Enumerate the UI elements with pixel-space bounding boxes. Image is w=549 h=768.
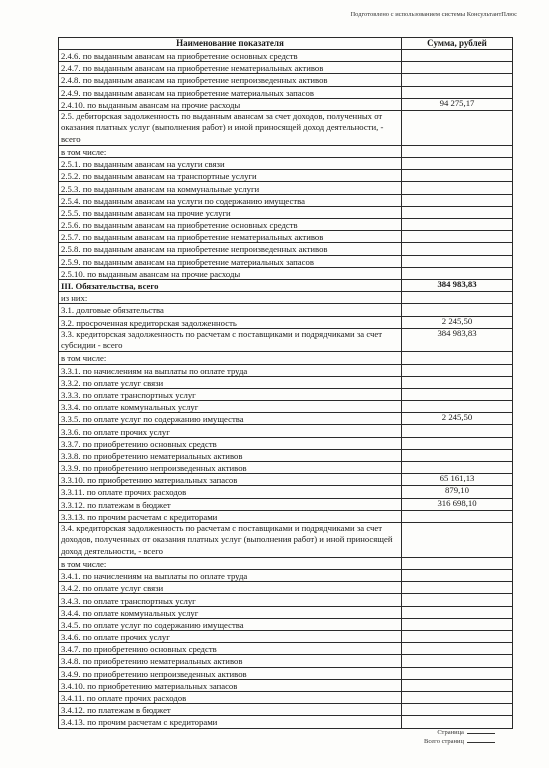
row-sum: 2 245,50: [402, 316, 513, 328]
row-sum: 94 275,17: [402, 98, 513, 110]
table-row: [59, 255, 513, 267]
table-row: [59, 425, 513, 437]
row-sum: [402, 522, 513, 557]
row-sum: [402, 582, 513, 594]
row-name: 3.4.6. по оплате прочих услуг: [59, 631, 402, 643]
row-name: 3.3.11. по оплате прочих расходов: [59, 486, 402, 498]
page-footer: [424, 728, 495, 746]
table-row: [59, 474, 513, 486]
row-sum: [402, 219, 513, 231]
row-name: 3.2. просроченная кредиторская задолженность: [59, 316, 402, 328]
row-name: 3.3.2. по оплате услуг связи: [59, 376, 402, 388]
row-sum: 384 983,83: [402, 279, 513, 291]
row-name: 3.3.7. по приобретению основных средств: [59, 437, 402, 449]
table-row: [59, 498, 513, 510]
column-header-sum: Сумма, рублей: [402, 38, 513, 50]
row-name: 3.4.5. по оплате услуг по содержанию имущества: [59, 618, 402, 630]
row-name: 3.4.10. по приобретению материальных запасов: [59, 679, 402, 691]
row-sum: [402, 206, 513, 218]
row-sum: [402, 62, 513, 74]
row-name: 2.5.1. по выданным авансам на услуги связи: [59, 158, 402, 170]
row-name: 2.5.2. по выданным авансам на транспортные услуги: [59, 170, 402, 182]
row-name: 2.5.4. по выданным авансам на услуги по содержанию имущества: [59, 194, 402, 206]
table-row: [59, 206, 513, 218]
row-sum: [402, 364, 513, 376]
table-row: [59, 292, 513, 304]
row-sum: [402, 437, 513, 449]
page-number-line: [467, 733, 495, 734]
table-row: [59, 606, 513, 618]
row-sum: [402, 449, 513, 461]
table-row: [59, 437, 513, 449]
table-row: [59, 231, 513, 243]
table-row: [59, 158, 513, 170]
row-sum: [402, 145, 513, 157]
row-name: 3.3.13. по прочим расчетам с кредиторами: [59, 510, 402, 522]
row-sum: 384 983,83: [402, 328, 513, 352]
row-name: 3.4.2. по оплате услуг связи: [59, 582, 402, 594]
table-row: [59, 194, 513, 206]
row-sum: [402, 704, 513, 716]
table-row: [59, 667, 513, 679]
table-row: [59, 691, 513, 703]
row-sum: [402, 679, 513, 691]
row-name: из них:: [59, 292, 402, 304]
table-row: [59, 74, 513, 86]
table-row: [59, 449, 513, 461]
row-sum: [402, 401, 513, 413]
table-row: [59, 145, 513, 157]
row-sum: [402, 655, 513, 667]
page-number-label: Страница: [437, 729, 464, 736]
row-sum: [402, 292, 513, 304]
table-row: [59, 62, 513, 74]
table-body: [59, 50, 513, 729]
row-name: 3.3.10. по приобретению материальных запасов: [59, 474, 402, 486]
row-name: 3.4.12. по платежам в бюджет: [59, 704, 402, 716]
table-row: [59, 594, 513, 606]
row-name: 3.4.1. по начислениям на выплаты по оплате труда: [59, 570, 402, 582]
row-sum: [402, 304, 513, 316]
row-sum: [402, 425, 513, 437]
row-sum: [402, 158, 513, 170]
row-sum: 879,10: [402, 486, 513, 498]
row-name: 3.4.11. по оплате прочих расходов: [59, 691, 402, 703]
row-sum: [402, 462, 513, 474]
row-name: 3.3.5. по оплате услуг по содержанию имущества: [59, 413, 402, 425]
row-name: 3.3.6. по оплате прочих услуг: [59, 425, 402, 437]
row-sum: [402, 691, 513, 703]
table-row: [59, 704, 513, 716]
row-name: 2.5.9. по выданным авансам на приобретение материальных запасов: [59, 255, 402, 267]
indicators-table: [58, 37, 513, 729]
table-row: [59, 110, 513, 145]
row-name: 3.4.8. по приобретению нематериальных активов: [59, 655, 402, 667]
table-row: [59, 655, 513, 667]
row-sum: 316 698,10: [402, 498, 513, 510]
total-pages-line: [467, 742, 495, 743]
table-row: [59, 328, 513, 352]
table-row: [59, 643, 513, 655]
row-name: 2.5.3. по выданным авансам на коммунальные услуги: [59, 182, 402, 194]
row-name: 3.4.7. по приобретению основных средств: [59, 643, 402, 655]
row-name: 3.3.9. по приобретению непроизведенных активов: [59, 462, 402, 474]
row-name: 3.4.9. по приобретению непроизведенных активов: [59, 667, 402, 679]
row-name: 3.1. долговые обязательства: [59, 304, 402, 316]
table-row: [59, 316, 513, 328]
table-row: [59, 631, 513, 643]
row-sum: 65 161,13: [402, 474, 513, 486]
total-pages-label: Всего страниц: [424, 738, 464, 745]
table-row: [59, 582, 513, 594]
row-name: 2.5. дебиторская задолженность по выданным авансам за счет доходов, полученных от оказания платных услуг (выполнения работ) и иной приносящей доход деятельности, - всего: [59, 110, 402, 145]
table-row: [59, 557, 513, 569]
row-name: 2.5.10. по выданным авансам на прочие расходы: [59, 267, 402, 279]
row-sum: [402, 643, 513, 655]
table-row: [59, 486, 513, 498]
row-name: 3.4. кредиторская задолженность по расчетам с поставщиками и подрядчиками за счет доходов, полученных от оказания платных услуг (выполнения работ) и иной приносящей доход деятельности, - всего: [59, 522, 402, 557]
table-row: [59, 98, 513, 110]
table-row: [59, 679, 513, 691]
row-sum: [402, 510, 513, 522]
row-sum: [402, 716, 513, 728]
row-sum: 2 245,50: [402, 413, 513, 425]
table-row: [59, 50, 513, 62]
row-sum: [402, 570, 513, 582]
column-header-name: Наименование показателя: [59, 38, 402, 50]
row-name: 3.3.3. по оплате транспортных услуг: [59, 388, 402, 400]
table-row: [59, 376, 513, 388]
row-sum: [402, 667, 513, 679]
row-name: 2.4.9. по выданным авансам на приобретение материальных запасов: [59, 86, 402, 98]
row-sum: [402, 243, 513, 255]
row-sum: [402, 86, 513, 98]
row-name: 3.3. кредиторская задолженность по расчетам с поставщиками и подрядчиками за счет субсидии - всего: [59, 328, 402, 352]
row-name: 2.5.5. по выданным авансам на прочие услуги: [59, 206, 402, 218]
table-row: [59, 279, 513, 291]
row-name: 3.4.3. по оплате транспортных услуг: [59, 594, 402, 606]
table-row: [59, 462, 513, 474]
table-row: [59, 304, 513, 316]
table-row: [59, 170, 513, 182]
row-sum: [402, 267, 513, 279]
table-row: [59, 522, 513, 557]
row-sum: [402, 194, 513, 206]
table-row: [59, 182, 513, 194]
table-row: [59, 86, 513, 98]
row-name: 2.5.8. по выданным авансам на приобретение непроизведенных активов: [59, 243, 402, 255]
row-name: 3.3.8. по приобретению нематериальных активов: [59, 449, 402, 461]
table-row: [59, 219, 513, 231]
row-sum: [402, 557, 513, 569]
row-sum: [402, 50, 513, 62]
row-name: 2.4.7. по выданным авансам на приобретение нематериальных активов: [59, 62, 402, 74]
row-sum: [402, 618, 513, 630]
row-sum: [402, 182, 513, 194]
row-name: 3.3.4. по оплате коммунальных услуг: [59, 401, 402, 413]
table-row: [59, 243, 513, 255]
table-row: [59, 413, 513, 425]
table-row: [59, 510, 513, 522]
row-sum: [402, 594, 513, 606]
row-name: 2.4.8. по выданным авансам на приобретение непроизведенных активов: [59, 74, 402, 86]
row-name: 2.5.6. по выданным авансам на приобретение основных средств: [59, 219, 402, 231]
row-name: 3.3.1. по начислениям на выплаты по оплате труда: [59, 364, 402, 376]
row-sum: [402, 74, 513, 86]
row-sum: [402, 255, 513, 267]
row-sum: [402, 606, 513, 618]
row-name: 3.4.13. по прочим расчетам с кредиторами: [59, 716, 402, 728]
page-header-note: Подготовлено с использованием системы КонсультантПлюс: [350, 11, 517, 18]
table-row: [59, 267, 513, 279]
table-row: [59, 570, 513, 582]
row-sum: [402, 170, 513, 182]
row-name: 2.4.10. по выданным авансам на прочие расходы: [59, 98, 402, 110]
row-sum: [402, 631, 513, 643]
table-row: [59, 352, 513, 364]
row-name: 2.4.6. по выданным авансам на приобретение основных средств: [59, 50, 402, 62]
row-name: III. Обязательства, всего: [59, 279, 402, 291]
row-sum: [402, 231, 513, 243]
table-row: [59, 716, 513, 728]
table-row: [59, 401, 513, 413]
row-name: 2.5.7. по выданным авансам на приобретение нематериальных активов: [59, 231, 402, 243]
row-name: в том числе:: [59, 557, 402, 569]
row-name: 3.3.12. по платежам в бюджет: [59, 498, 402, 510]
row-sum: [402, 388, 513, 400]
row-name: 3.4.4. по оплате коммунальных услуг: [59, 606, 402, 618]
row-sum: [402, 110, 513, 145]
table-row: [59, 388, 513, 400]
table-header-row: [59, 38, 513, 50]
table-row: [59, 364, 513, 376]
row-name: в том числе:: [59, 352, 402, 364]
row-sum: [402, 352, 513, 364]
row-sum: [402, 376, 513, 388]
row-name: в том числе:: [59, 145, 402, 157]
table-row: [59, 618, 513, 630]
